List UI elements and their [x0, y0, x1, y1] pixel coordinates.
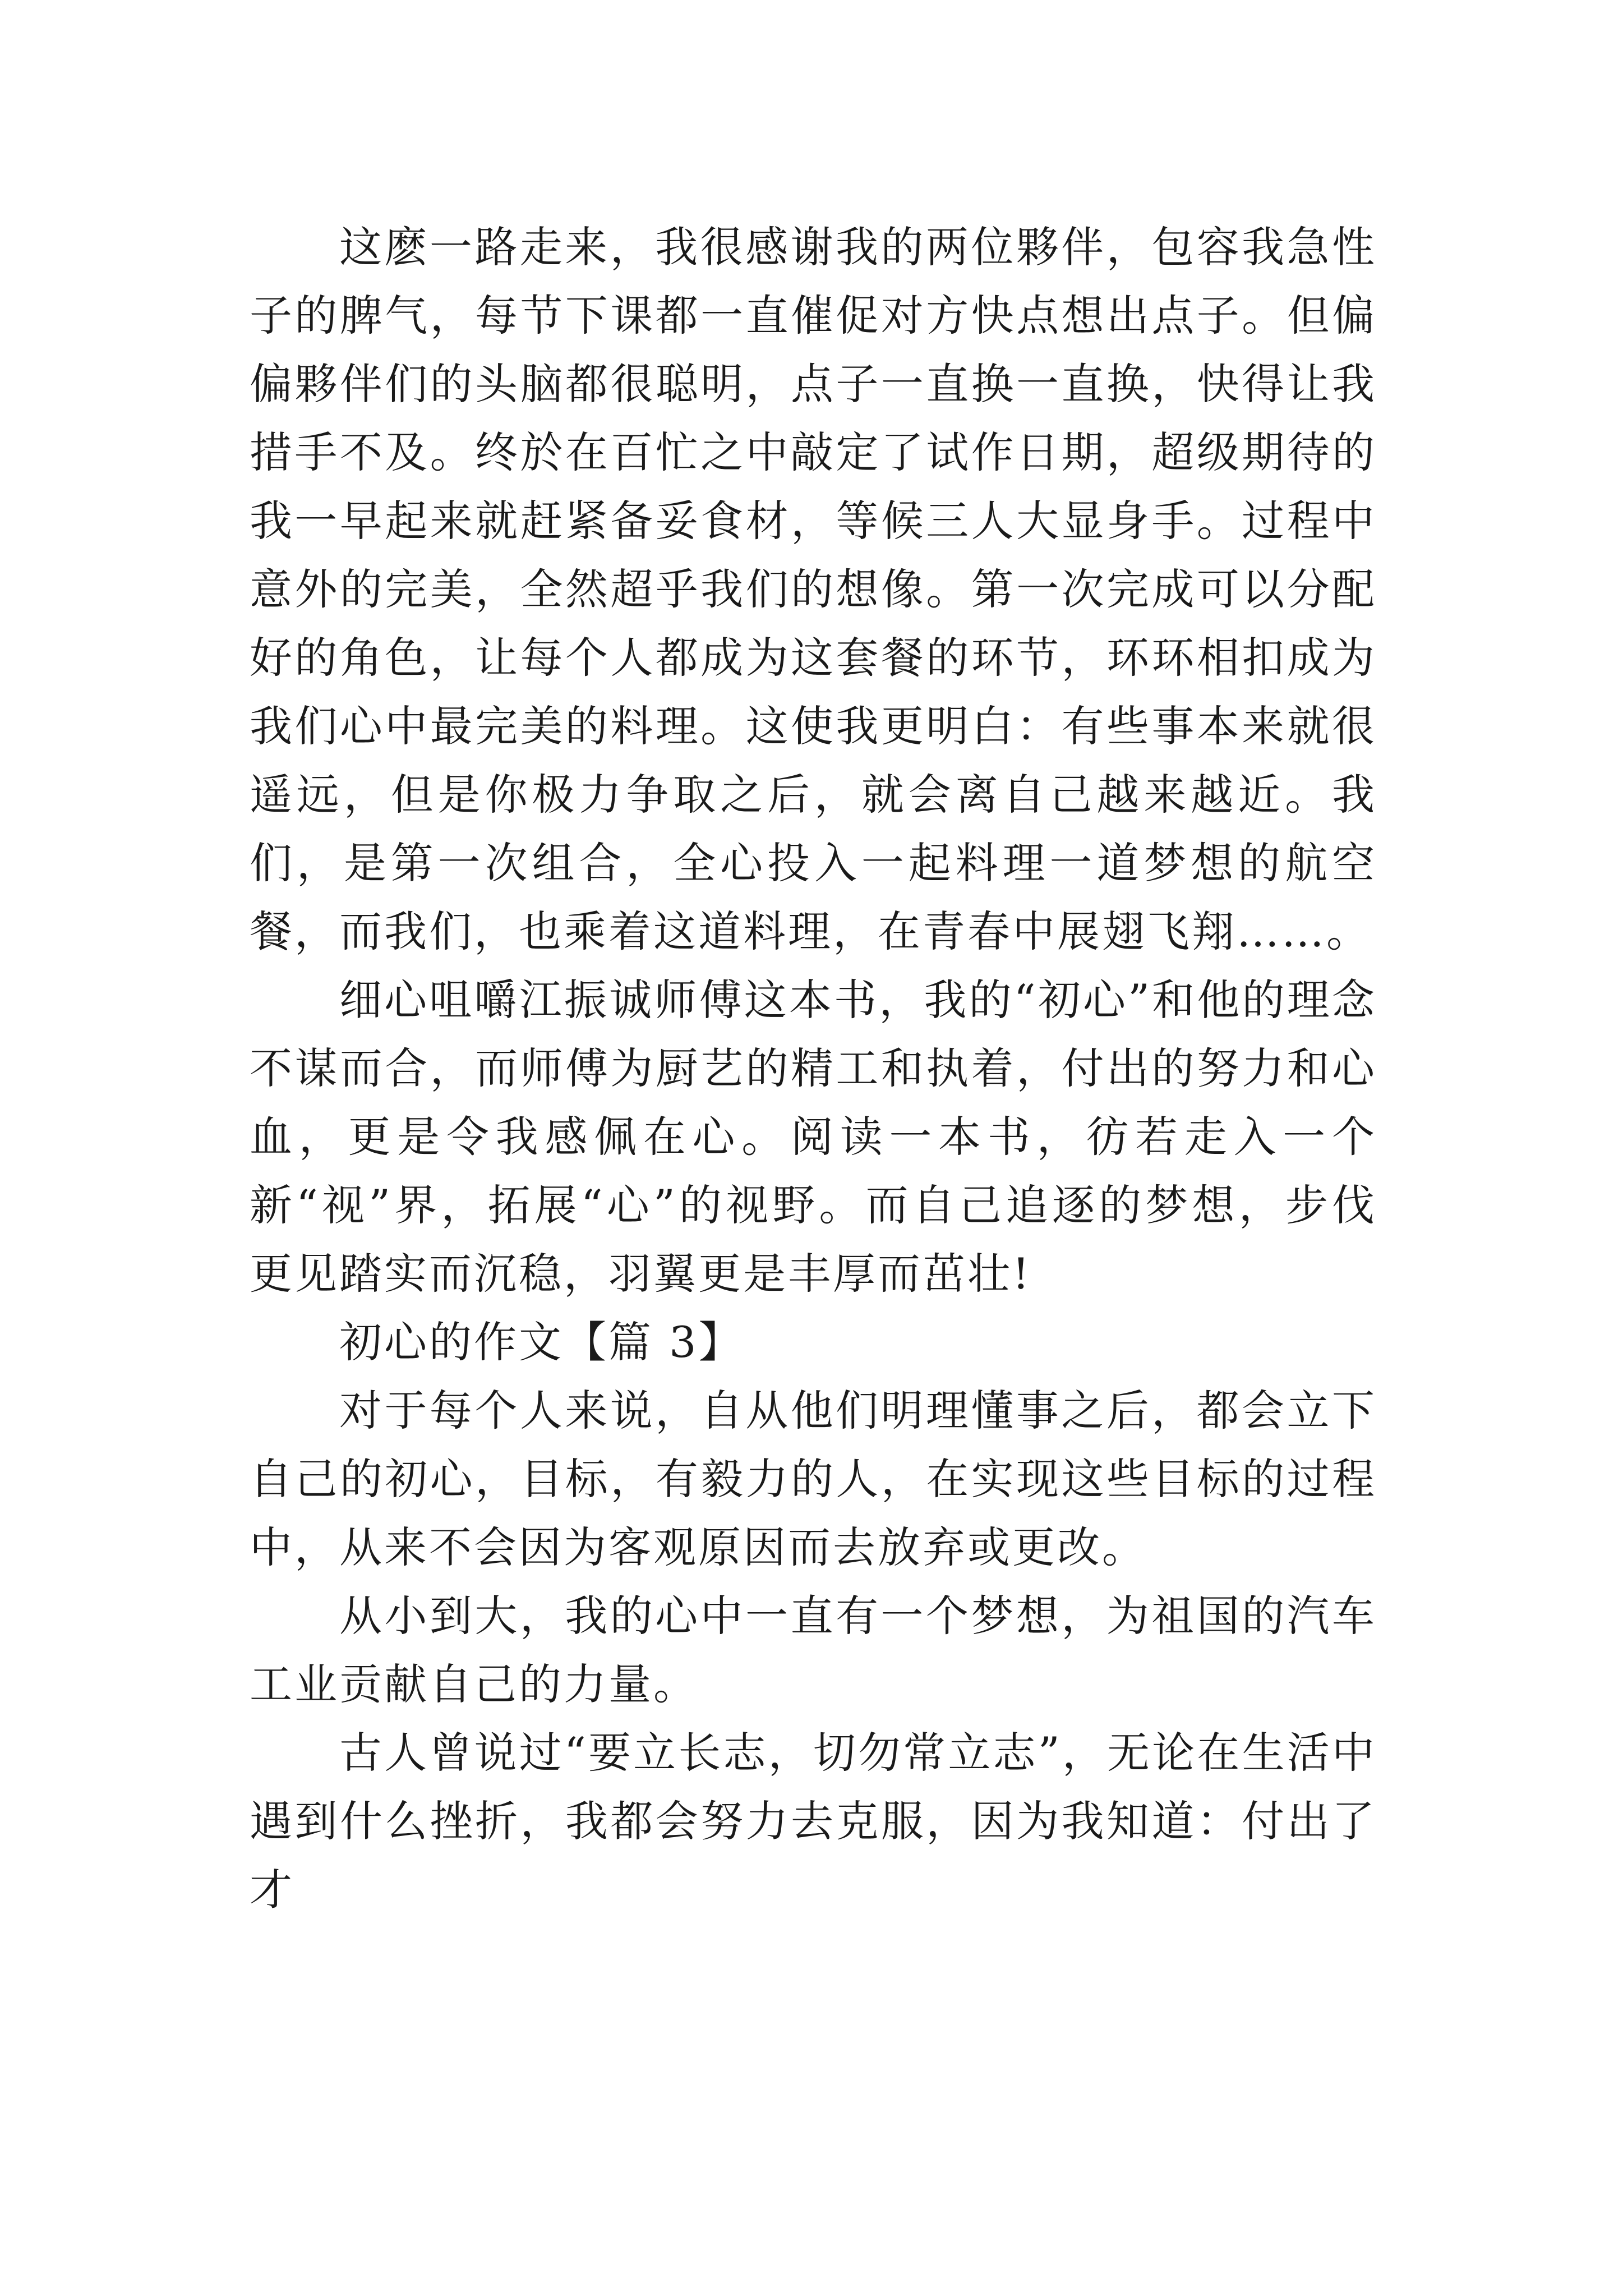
paragraph-ambition: 古人曾说过“要立长志，切勿常立志”，无论在生活中遇到什么挫折，我都会努力去克服，因为我知道：付出了才 [250, 1728, 1377, 1915]
section-heading: 初心的作文【篇 3】 [339, 1317, 744, 1367]
paragraph-book-reflection: 细心咀嚼江振诚师傅这本书，我的“初心”和他的理念不谋而合，而师傅为厨艺的精工和执着，付出的努力和心血，更是令我感佩在心。阅读一本书，彷若走入一个新“视”界，拓展“心”的视野。而自己追逐的梦想，步伐更见踏实而沉稳，羽翼更是丰厚而茁壮! [250, 975, 1377, 1299]
document-body [250, 213, 1377, 1924]
paragraph-partners: 这麽一路走来，我很感谢我的两位夥伴，包容我急性子的脾气，每节下课都一直催促对方快点想出点子。但偏偏夥伴们的头脑都很聪明，点子一直换一直换，快得让我措手不及。终於在百忙之中敲定了试作日期，超级期待的我一早起来就赶紧备妥食材，等候三人大显身手。过程中意外的完美，全然超乎我们的想像。第一次完成可以分配好的角色，让每个人都成为这套餐的环节，环环相扣成为我们心中最完美的料理。这使我更明白：有些事本来就很遥远，但是你极力争取之后，就会离自己越来越近。我们，是第一次组合，全心投入一起料理一道梦想的航空餐，而我们，也乘着这道料理，在青春中展翅飞翔……。 [250, 222, 1377, 956]
paragraph-original-intention: 对于每个人来说，自从他们明理懂事之后，都会立下自己的初心，目标，有毅力的人，在实现这些目标的过程中，从来不会因为客观原因而去放弃或更改。 [250, 1386, 1377, 1572]
paragraph-dream: 从小到大，我的心中一直有一个梦想，为祖国的汽车工业贡献自己的力量。 [250, 1591, 1377, 1709]
